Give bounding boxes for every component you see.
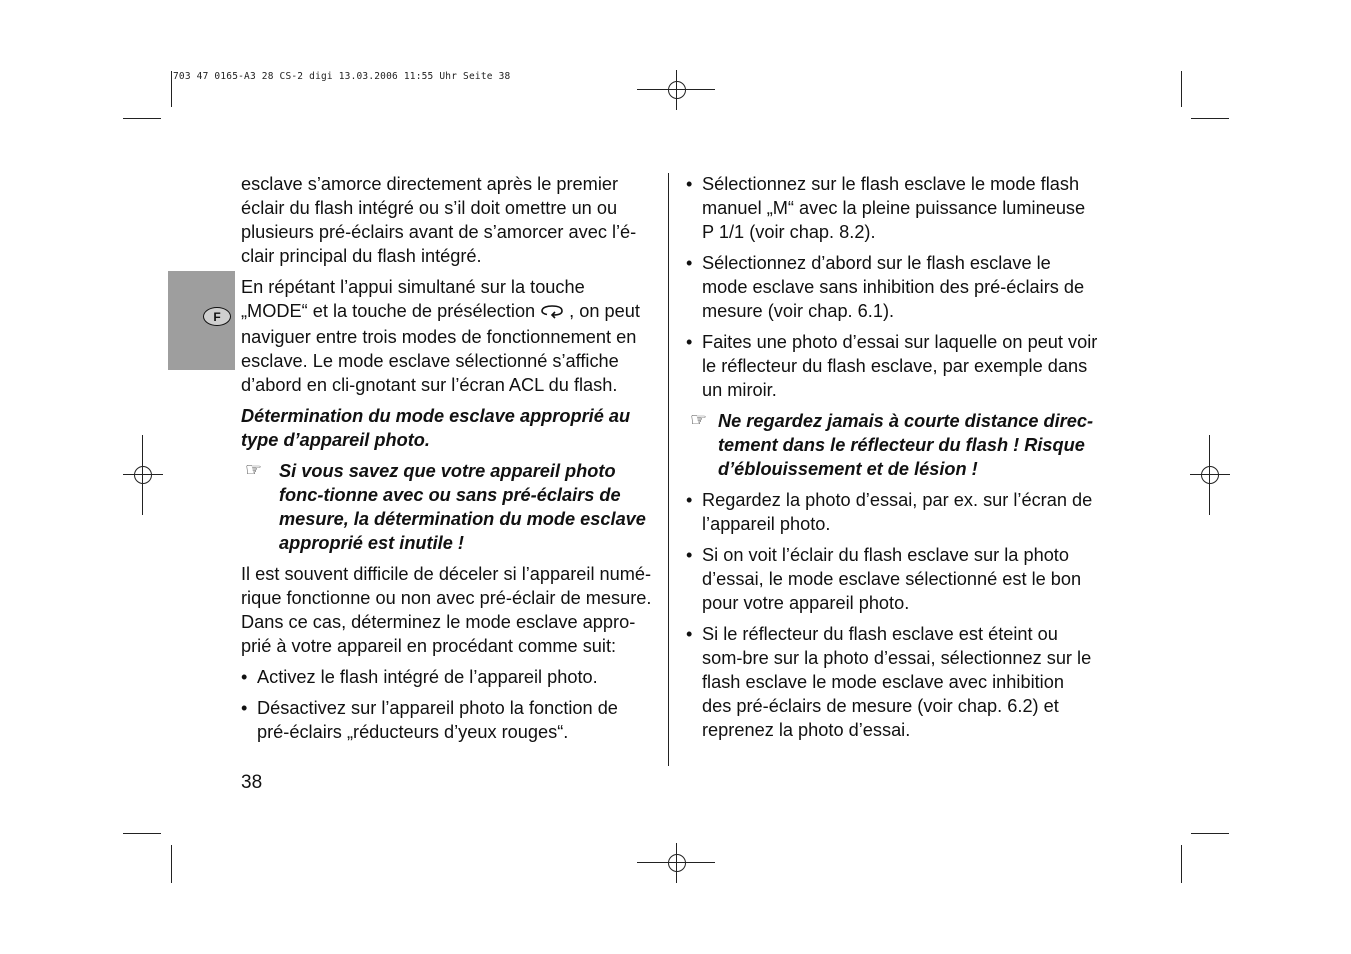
paragraph: esclave s’amorce directement après le premier éclair du flash intégré ou s’il doit omettre un ou plusieurs pré-éclairs avant de s’amorcer avec l’é-clair principal du flash intégré. [241,174,637,266]
column-divider [668,173,669,766]
crop-mark [123,118,161,119]
crop-mark [1191,833,1229,834]
crop-mark [1181,845,1182,883]
crop-mark [1191,118,1229,119]
crop-mark [1181,71,1182,107]
page-number: 38 [241,772,263,793]
list-item: • Si on voit l’éclair du flash esclave sur la photo d’essai, le mode esclave sélectionné est le bon pour votre appareil photo. [686,545,1082,613]
paragraph-text: En répétant l’appui simultané sur la touche „MODE“ et la touche de présélection [241,277,585,321]
list-item: • Sélectionnez sur le flash esclave le mode flash manuel „M“ avec la pleine puissance lumineuse P 1/1 (voir chap. 8.2). [686,174,1086,242]
pointing-hand-icon: ☞ [690,410,708,431]
list-item: • Si le réflecteur du flash esclave est éteint ou som-bre sur la photo d’essai, sélectionnez sur le flash esclave le mode esclave avec inhibition des pré-éclairs de mesure (voir chap. 6.2) et reprenez la photo d’essai. [686,624,1092,740]
warning-text: Ne regardez jamais à courte distance direc-tement dans le réflecteur du flash ! Risque d’éblouissement et de lésion ! [718,411,1094,479]
warning-text: Si vous savez que votre appareil photo fonc-tionne avec ou sans pré-éclairs de mesure, la détermination du mode esclave approprié est inutile ! [279,461,646,553]
section-heading: Détermination du mode esclave approprié au type d’appareil photo. [241,406,631,450]
list-item: • Regardez la photo d’essai, par ex. sur l’écran de l’appareil photo. [686,490,1093,534]
registration-mark-bottom [657,843,697,883]
crop-mark [123,833,161,834]
registration-mark-top [657,70,697,110]
paragraph-text: , on peut naviguer entre trois modes de fonctionnement en esclave. Le mode esclave sélectionné s’affiche d’abord en cli-gnotant sur l’écran ACL du flash. [241,301,640,395]
registration-mark-left [123,455,163,495]
paragraph: Il est souvent difficile de déceler si l’appareil numé-rique fonctionne ou non avec pré-éclair de mesure. Dans ce cas, déterminez le mode esclave appro-prié à votre appareil en procédant comme suit: [241,564,652,656]
right-column [686,172,1098,749]
registration-mark-right [1190,455,1230,495]
left-column [241,172,653,751]
crop-mark [171,845,172,883]
preselect-key-icon [539,301,565,325]
list-item: • Activez le flash intégré de l’appareil photo. [241,667,598,687]
print-header: 703 47 0165-A3 28 CS-2 digi 13.03.2006 11:55 Uhr Seite 38 [173,71,511,82]
list-item: • Désactivez sur l’appareil photo la fonction de pré-éclairs „réducteurs d’yeux rouges“. [241,698,618,742]
list-item: • Sélectionnez d’abord sur le flash esclave le mode esclave sans inhibition des pré-éclairs de mesure (voir chap. 6.1). [686,253,1085,321]
language-badge: F [203,307,231,326]
crop-mark [171,71,172,107]
list-item: • Faites une photo d’essai sur laquelle on peut voir le réflecteur du flash esclave, par exemple dans un miroir. [686,332,1098,400]
warning-note [241,459,653,555]
warning-note [686,409,1098,481]
paragraph [241,275,653,397]
pointing-hand-icon: ☞ [245,460,263,481]
